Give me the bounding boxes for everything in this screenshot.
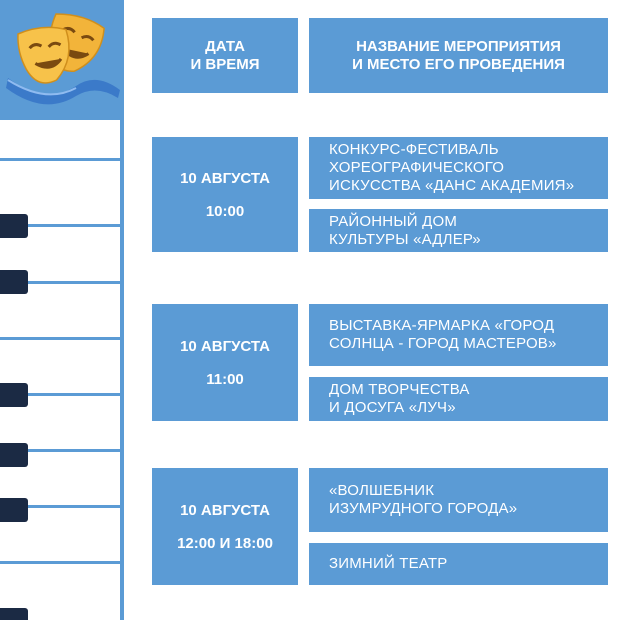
piano-key <box>0 214 28 238</box>
event-date: 10 АВГУСТА <box>180 501 270 519</box>
decor-line <box>0 337 122 340</box>
header-date-time: ДАТА И ВРЕМЯ <box>152 18 298 93</box>
event-date: 10 АВГУСТА <box>180 337 270 355</box>
event-venue: ЗИМНИЙ ТЕАТР <box>309 543 608 585</box>
event-venue: РАЙОННЫЙ ДОМ КУЛЬТУРЫ «АДЛЕР» <box>309 209 608 252</box>
piano-key <box>0 383 28 407</box>
event-date-box <box>152 137 298 252</box>
event-title: «ВОЛШЕБНИК ИЗУМРУДНОГО ГОРОДА» <box>309 468 608 532</box>
decor-line <box>0 158 122 161</box>
header-event-name: НАЗВАНИЕ МЕРОПРИЯТИЯ И МЕСТО ЕГО ПРОВЕДЕНИЯ <box>309 18 608 93</box>
event-time: 12:00 И 18:00 <box>177 534 273 552</box>
event-time: 10:00 <box>205 202 245 220</box>
theatre-masks-icon <box>6 6 122 114</box>
piano-key <box>0 443 28 467</box>
decor-vertical-line <box>120 0 124 620</box>
event-venue: ДОМ ТВОРЧЕСТВА И ДОСУГА «ЛУЧ» <box>309 377 608 421</box>
piano-key <box>0 498 28 522</box>
event-date-box <box>152 468 298 585</box>
event-time: 11:00 <box>206 370 244 388</box>
event-title: КОНКУРС-ФЕСТИВАЛЬ ХОРЕОГРАФИЧЕСКОГО ИСКУССТВА «ДАНС АКАДЕМИЯ» <box>309 137 608 199</box>
event-title: ВЫСТАВКА-ЯРМАРКА «ГОРОД СОЛНЦА - ГОРОД МАСТЕРОВ» <box>309 304 608 366</box>
piano-key <box>0 270 28 294</box>
piano-key <box>0 608 28 620</box>
left-decoration <box>0 0 124 620</box>
event-date-box <box>152 304 298 421</box>
event-date: 10 АВГУСТА <box>180 169 270 187</box>
decor-line <box>0 561 122 564</box>
